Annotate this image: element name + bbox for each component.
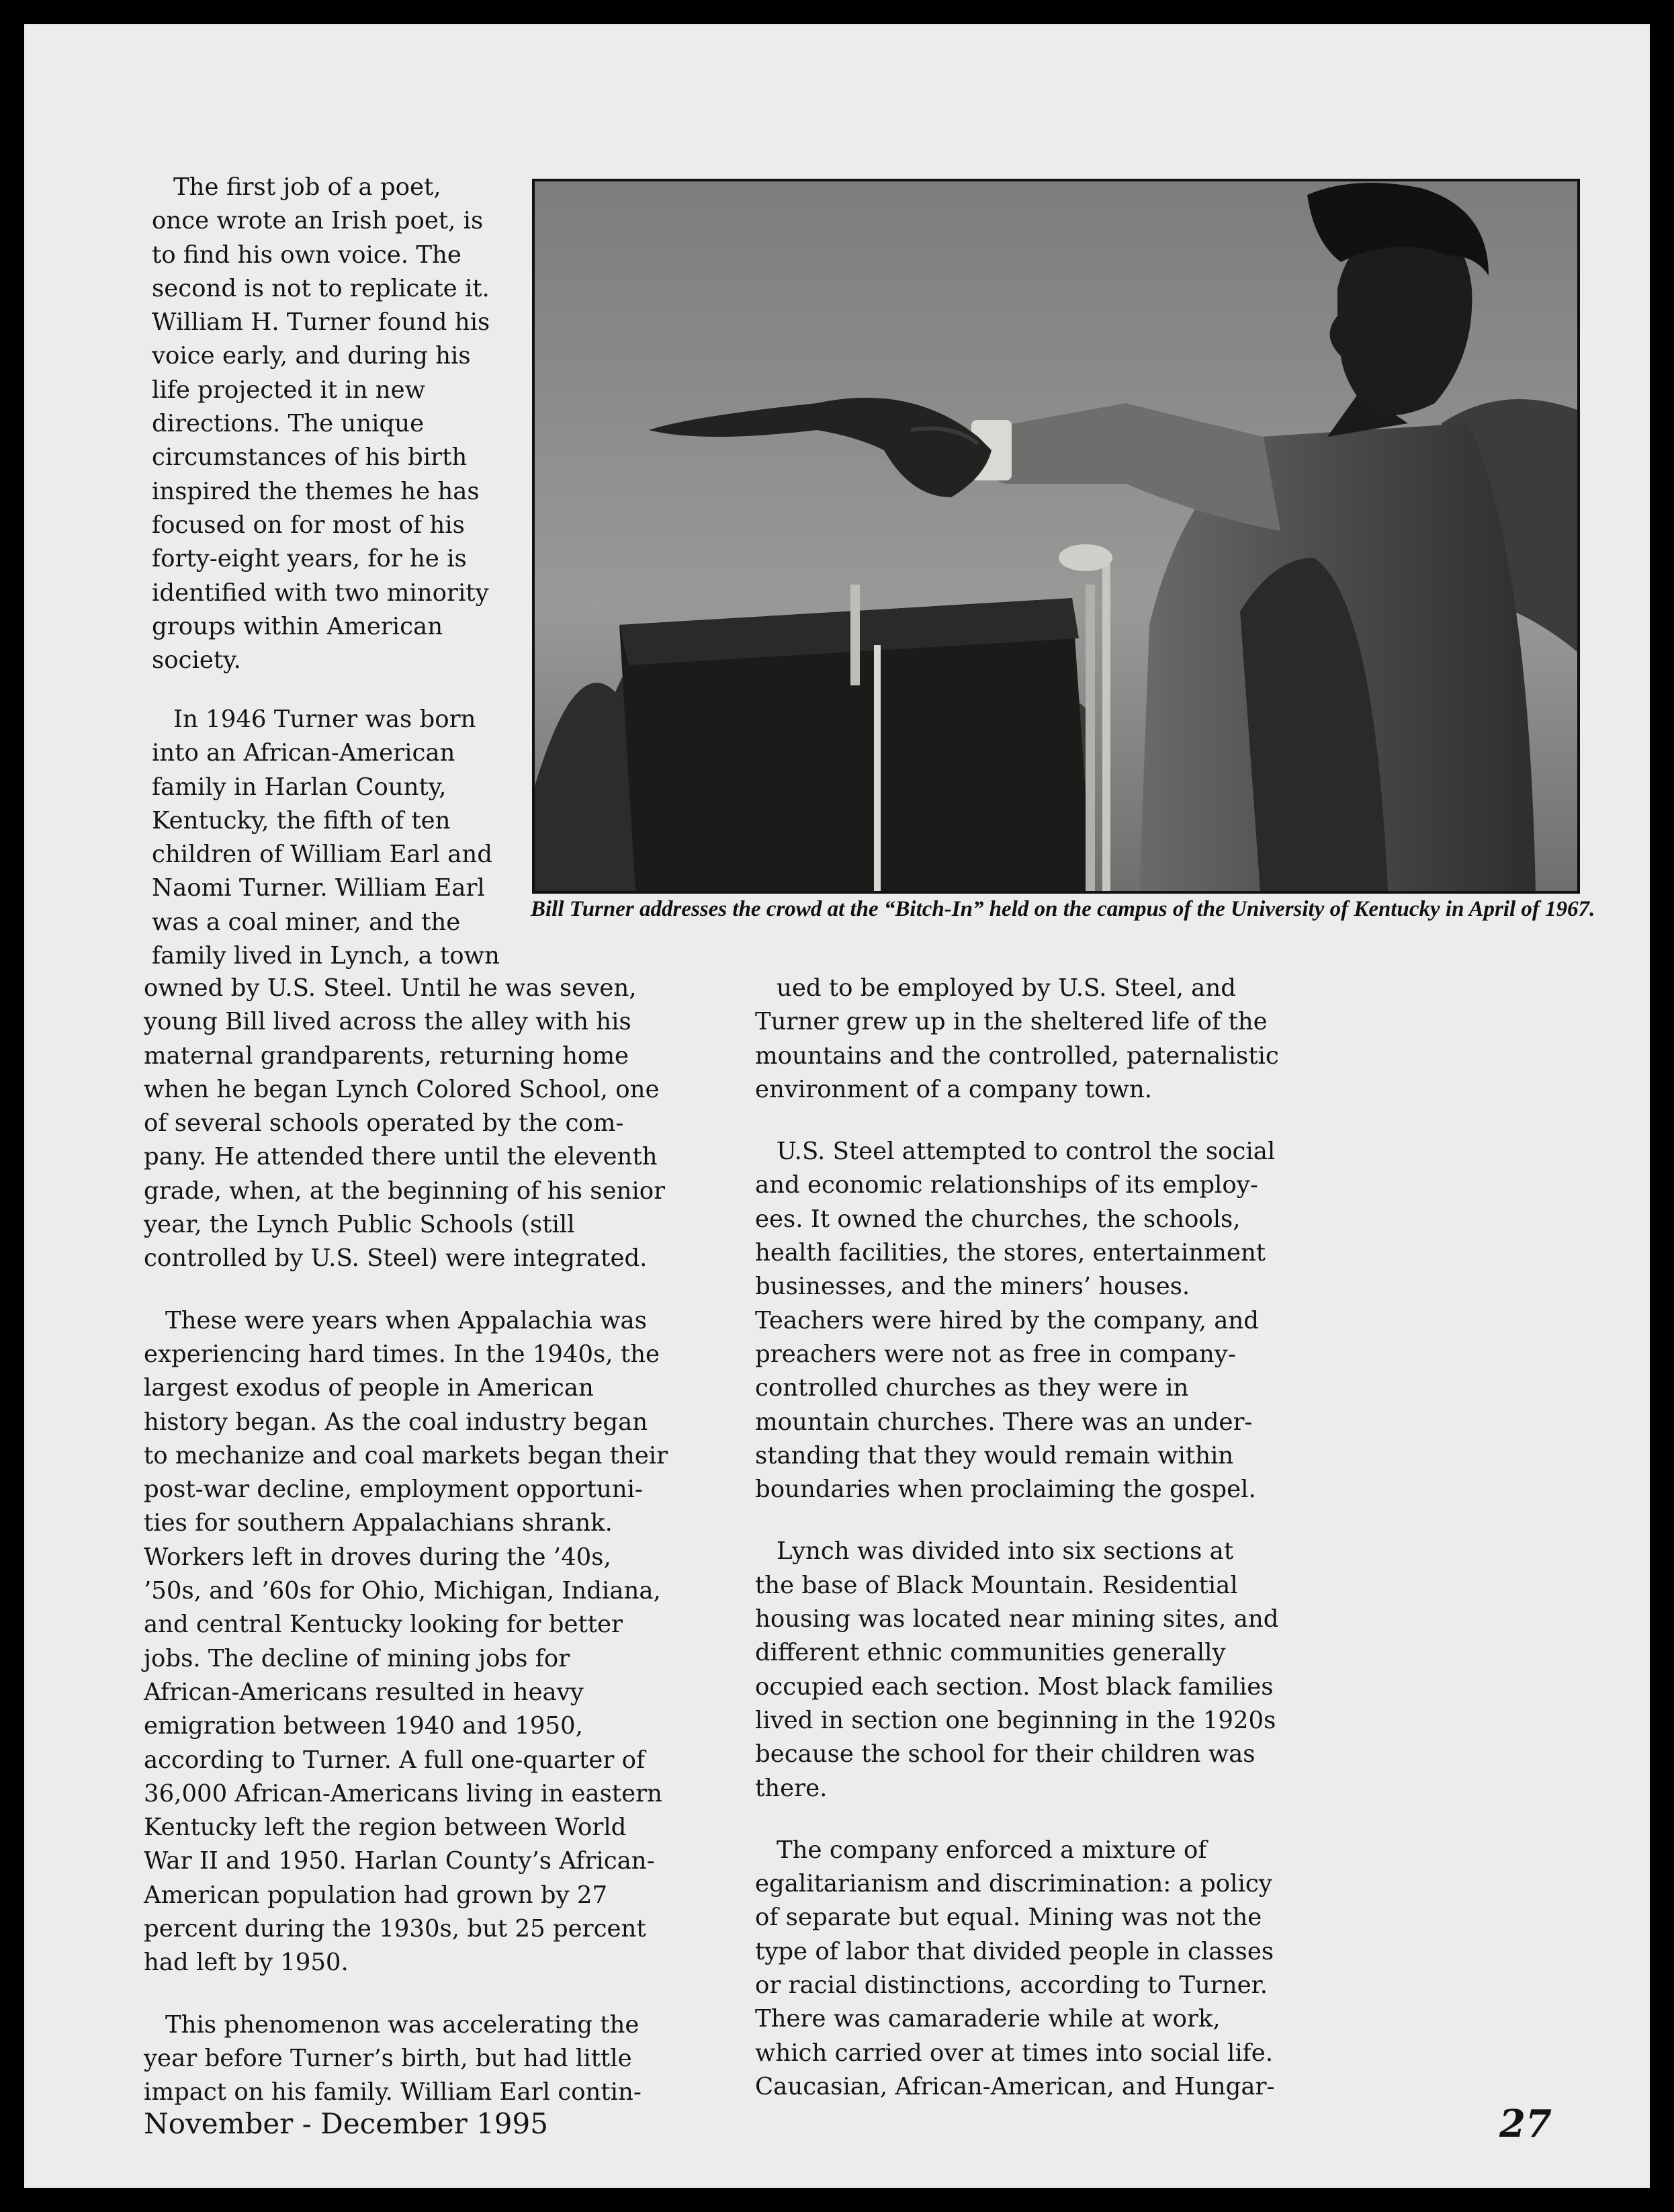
text-line: focused on for most of his (152, 511, 465, 539)
text-line: into an African-American (152, 739, 455, 767)
text-line: had left by 1950. (144, 1949, 349, 1977)
text-line: identified with two minority (152, 579, 489, 607)
text-line: second is not to replicate it. (152, 274, 490, 302)
text-line: family in Harlan County, (152, 773, 447, 801)
text-line: when he began Lynch Colored School, one (144, 1075, 660, 1103)
text-line: War II and 1950. Harlan County’s African- (144, 1847, 655, 1875)
birth-paragraph (152, 703, 500, 973)
text-line: groups within American (152, 612, 443, 640)
text-line: American population had grown by 27 (144, 1881, 608, 1909)
text-line: ued to be employed by U.S. Steel, and (777, 974, 1236, 1002)
paragraph (755, 1135, 1279, 1506)
text-line: or racial distinctions, according to Turner. (755, 1971, 1268, 2000)
text-line: which carried over at times into social life. (755, 2039, 1274, 2067)
text-line: percent during the 1930s, but 25 percent (144, 1915, 646, 1943)
text-line: family lived in Lynch, a town (152, 942, 500, 970)
text-line: Teachers were hired by the company, and (755, 1306, 1260, 1334)
text-line: There was camaraderie while at work, (755, 2005, 1221, 2033)
text-line: was a coal miner, and the (152, 908, 461, 936)
text-line: This phenomenon was accelerating the (165, 2010, 640, 2039)
text-line: environment of a company town. (755, 1075, 1153, 1103)
text-line: ties for southern Appalachians shrank. (144, 1509, 613, 1537)
text-line: and economic relationships of its employ- (755, 1171, 1258, 1199)
text-line: impact on his family. William Earl contin- (144, 2078, 642, 2107)
text-line: William H. Turner found his (152, 308, 490, 337)
text-line: 36,000 African-Americans living in eastern (144, 1779, 662, 1807)
text-line: year, the Lynch Public Schools (still (144, 1211, 575, 1239)
text-line: ees. It owned the churches, the schools, (755, 1205, 1241, 1233)
text-line: children of William Earl and (152, 841, 492, 869)
text-line: voice early, and during his (152, 342, 471, 370)
text-line: inspired the themes he has (152, 477, 480, 505)
text-line: Turner grew up in the sheltered life of the (755, 1008, 1268, 1036)
photo-caption: Bill Turner addresses the crowd at the “Bitch-In” held on the campus of the University of Kentucky in April of 1967. (531, 897, 1595, 921)
text-line: egalitarianism and discrimination: a policy (755, 1870, 1272, 1898)
text-line: In 1946 Turner was born (173, 706, 476, 733)
text-line: type of labor that divided people in classes (755, 1937, 1274, 1965)
paragraph (144, 2008, 668, 2110)
magazine-page (24, 24, 1650, 2188)
text-line: mountain churches. There was an under- (755, 1408, 1253, 1436)
text-line: businesses, and the miners’ houses. (755, 1273, 1190, 1301)
page-number: 27 (1499, 2102, 1552, 2146)
text-line: housing was located near mining sites, and (755, 1605, 1279, 1633)
text-line: young Bill lived across the alley with his (144, 1008, 631, 1036)
text-line: once wrote an Irish poet, is (152, 207, 484, 235)
issue-date: November - December 1995 (144, 2107, 548, 2140)
paragraph (755, 1834, 1279, 2104)
text-line: owned by U.S. Steel. Until he was seven, (144, 974, 637, 1002)
text-line: Caucasian, African-American, and Hungar- (755, 2072, 1275, 2100)
text-line: to mechanize and coal markets began their (144, 1441, 668, 1470)
text-line: year before Turner’s birth, but had little (144, 2044, 632, 2072)
text-line: because the school for their children was (755, 1740, 1256, 1769)
text-line: and central Kentucky looking for better (144, 1611, 623, 1639)
text-line: Workers left in droves during the ’40s, (144, 1543, 611, 1571)
text-line: to find his own voice. The (152, 241, 461, 269)
text-line: of separate but equal. Mining was not the (755, 1904, 1262, 1932)
text-line: controlled churches as they were in (755, 1374, 1189, 1402)
text-line: jobs. The decline of mining jobs for (144, 1644, 570, 1672)
text-line: grade, when, at the beginning of his senior (144, 1177, 666, 1205)
text-line: Kentucky left the region between World (144, 1814, 627, 1842)
text-line: maternal grandparents, returning home (144, 1041, 629, 1070)
text-line: post-war decline, employment opportuni- (144, 1476, 643, 1504)
text-line: of several schools operated by the com- (144, 1109, 624, 1138)
text-line: largest exodus of people in American (144, 1374, 594, 1402)
speaker-photo (532, 179, 1580, 894)
text-line: emigration between 1940 and 1950, (144, 1712, 583, 1740)
paragraph (144, 972, 668, 1276)
text-line: life projected it in new (152, 376, 426, 404)
text-line: Naomi Turner. William Earl (152, 874, 485, 902)
paragraph (755, 972, 1279, 1107)
text-line: boundaries when proclaiming the gospel. (755, 1476, 1256, 1504)
text-line: Lynch was divided into six sections at (777, 1537, 1234, 1566)
text-line: health facilities, the stores, entertainment (755, 1239, 1266, 1267)
text-line: The company enforced a mixture of (777, 1836, 1207, 1864)
text-line: The first job of a poet, (173, 173, 441, 201)
text-line: African-Americans resulted in heavy (144, 1678, 584, 1706)
text-line: circumstances of his birth (152, 443, 468, 472)
text-line: These were years when Appalachia was (165, 1306, 647, 1334)
text-line: different ethnic communities generally (755, 1639, 1226, 1667)
right-column-body (755, 972, 1279, 2104)
text-line: experiencing hard times. In the 1940s, the (144, 1340, 660, 1368)
text-line: preachers were not as free in company- (755, 1340, 1236, 1368)
intro-paragraph (152, 171, 490, 677)
text-line: pany. He attended there until the eleventh (144, 1143, 658, 1171)
paragraph (144, 1304, 668, 1980)
text-line: lived in section one beginning in the 1920s (755, 1706, 1276, 1734)
left-column-body (144, 972, 668, 2110)
text-line: controlled by U.S. Steel) were integrated. (144, 1244, 648, 1273)
text-line: according to Turner. A full one-quarter of (144, 1746, 646, 1774)
text-line: forty-eight years, for he is (152, 545, 467, 573)
text-line: there. (755, 1774, 828, 1802)
text-line: standing that they would remain within (755, 1441, 1234, 1470)
text-line: the base of Black Mountain. Residential (755, 1571, 1238, 1599)
text-line: society. (152, 646, 241, 675)
text-line: U.S. Steel attempted to control the social (777, 1138, 1276, 1166)
text-line: directions. The unique (152, 410, 425, 438)
text-line: mountains and the controlled, paternalistic (755, 1041, 1279, 1070)
text-line: occupied each section. Most black families (755, 1672, 1274, 1701)
paragraph (755, 1535, 1279, 1805)
text-line: Kentucky, the fifth of ten (152, 806, 451, 835)
text-line: history began. As the coal industry began (144, 1408, 648, 1436)
text-line: ’50s, and ’60s for Ohio, Michigan, Indiana, (144, 1577, 661, 1605)
